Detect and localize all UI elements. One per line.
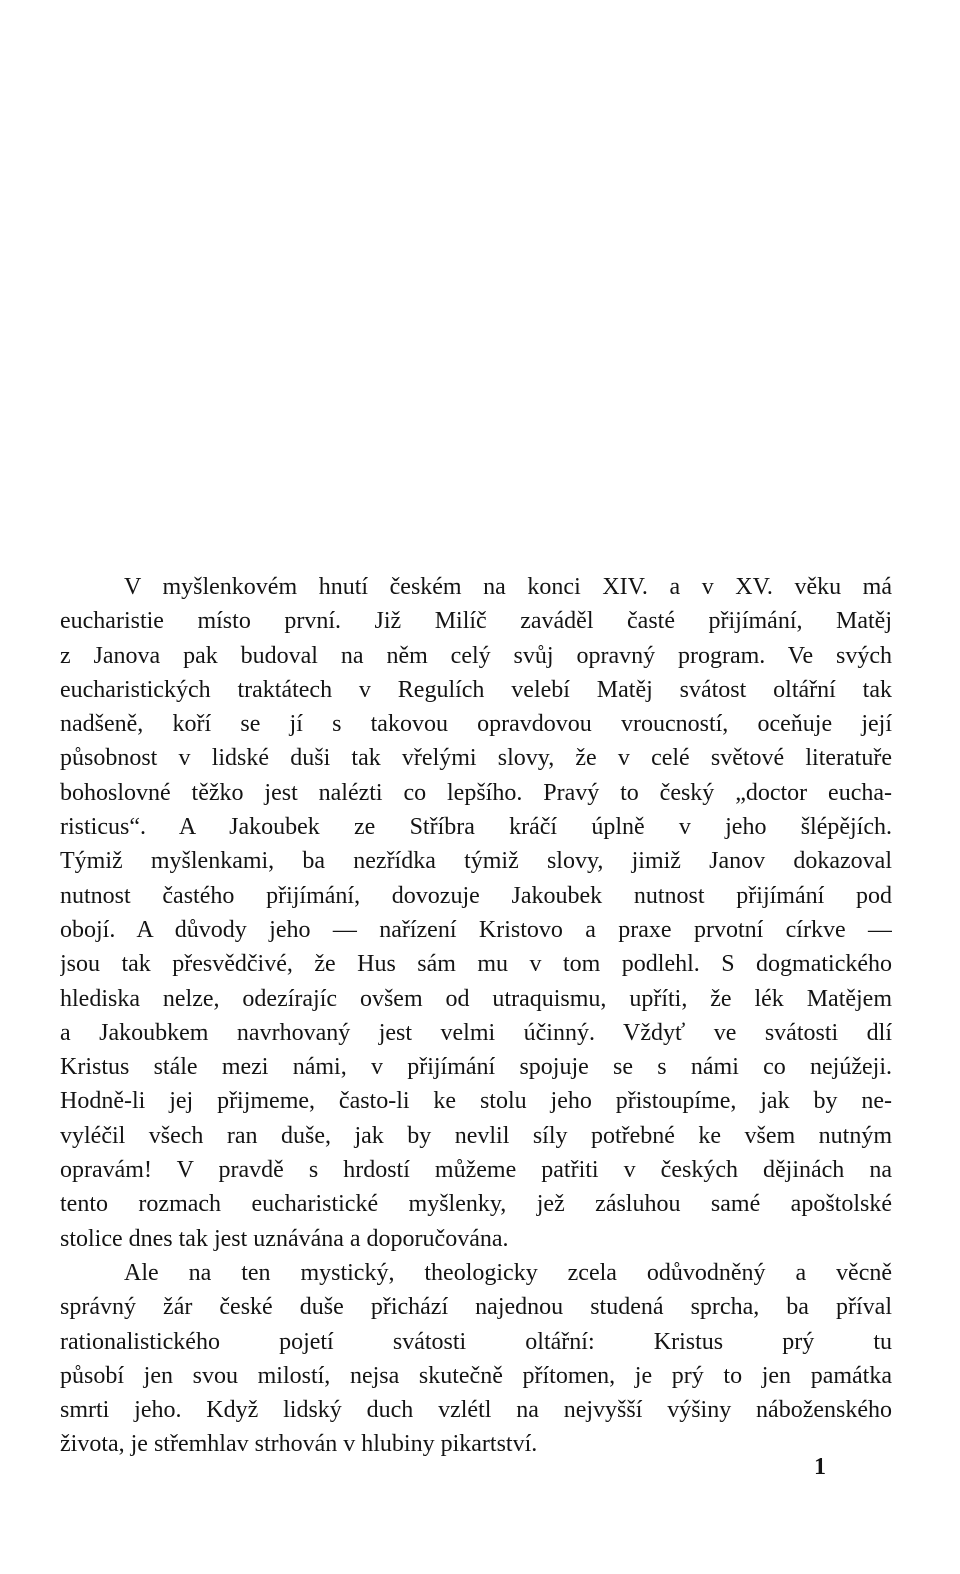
document-body [60, 570, 892, 1462]
text-line: risticus“. A Jakoubek ze Stříbra kráčí úplně v jeho šlépějích. [60, 814, 892, 841]
text-line: eucharistických traktátech v Regulích velebí Matěj svátost oltářní tak [60, 676, 892, 703]
text-line: obojí. A důvody jeho — nařízení Kristovo a praxe prvotní církve — [60, 916, 892, 943]
text-line: Kristus stále mezi námi, v přijímání spojuje se s námi co nejúžeji. [60, 1054, 892, 1081]
page-number: 1 [814, 1454, 826, 1480]
paragraph-2 [60, 1256, 892, 1462]
text-line: stolice dnes tak jest uznávána a doporučována. [60, 1225, 509, 1252]
paragraph-1 [60, 570, 892, 1256]
text-line: správný žár české duše přichází najednou studená sprcha, ba příval [60, 1294, 892, 1321]
text-line: života, je střemhlav strhován v hlubiny pikartství. [60, 1431, 538, 1458]
text-line: Hodně-li jej přijmeme, často-li ke stolu jeho přistoupíme, jak by ne- [60, 1088, 892, 1115]
text-line: rationalistického pojetí svátosti oltářní: Kristus prý tu [60, 1328, 892, 1355]
text-line: hlediska nelze, odezírajíc ovšem od utraquismu, upříti, že lék Matějem [60, 985, 892, 1012]
text-line: Ale na ten mystický, theologicky zcela odůvodněný a věcně [124, 1259, 892, 1286]
text-line: tento rozmach eucharistické myšlenky, jež zásluhou samé apoštolské [60, 1191, 892, 1218]
text-line: eucharistie místo první. Již Milíč zaváděl časté přijímání, Matěj [60, 608, 892, 635]
text-line: vyléčil všech ran duše, jak by nevlil síly potřebné ke všem nutným [60, 1122, 892, 1149]
text-line: nutnost častého přijímání, dovozuje Jakoubek nutnost přijímání pod [60, 882, 892, 909]
text-line: a Jakoubkem navrhovaný jest velmi účinný. Vždyť ve svátosti dlí [60, 1019, 892, 1046]
text-line: působnost v lidské duši tak vřelými slovy, že v celé světové literatuře [60, 745, 892, 772]
text-line: z Janova pak budoval na něm celý svůj opravný program. Ve svých [60, 642, 892, 669]
text-line: V myšlenkovém hnutí českém na konci XIV. a v XV. věku má [124, 574, 892, 600]
text-line: působí jen svou milostí, nejsa skutečně přítomen, je prý to jen památka [60, 1362, 892, 1389]
text-line: nadšeně, koří se jí s takovou opravdovou vroucností, oceňuje její [60, 711, 892, 738]
text-line: jsou tak přesvědčivé, že Hus sám mu v tom podlehl. S dogmatického [60, 951, 892, 978]
text-line: opravám! V pravdě s hrdostí můžeme patřiti v českých dějinách na [60, 1157, 892, 1184]
text-line: bohoslovné těžko jest nalézti co lepšího. Pravý to český „doctor eucha- [60, 779, 892, 806]
text-line: Týmiž myšlenkami, ba nezřídka týmiž slovy, jimiž Janov dokazoval [60, 848, 892, 875]
text-line: smrti jeho. Když lidský duch vzlétl na nejvyšší výšiny náboženského [60, 1397, 892, 1424]
